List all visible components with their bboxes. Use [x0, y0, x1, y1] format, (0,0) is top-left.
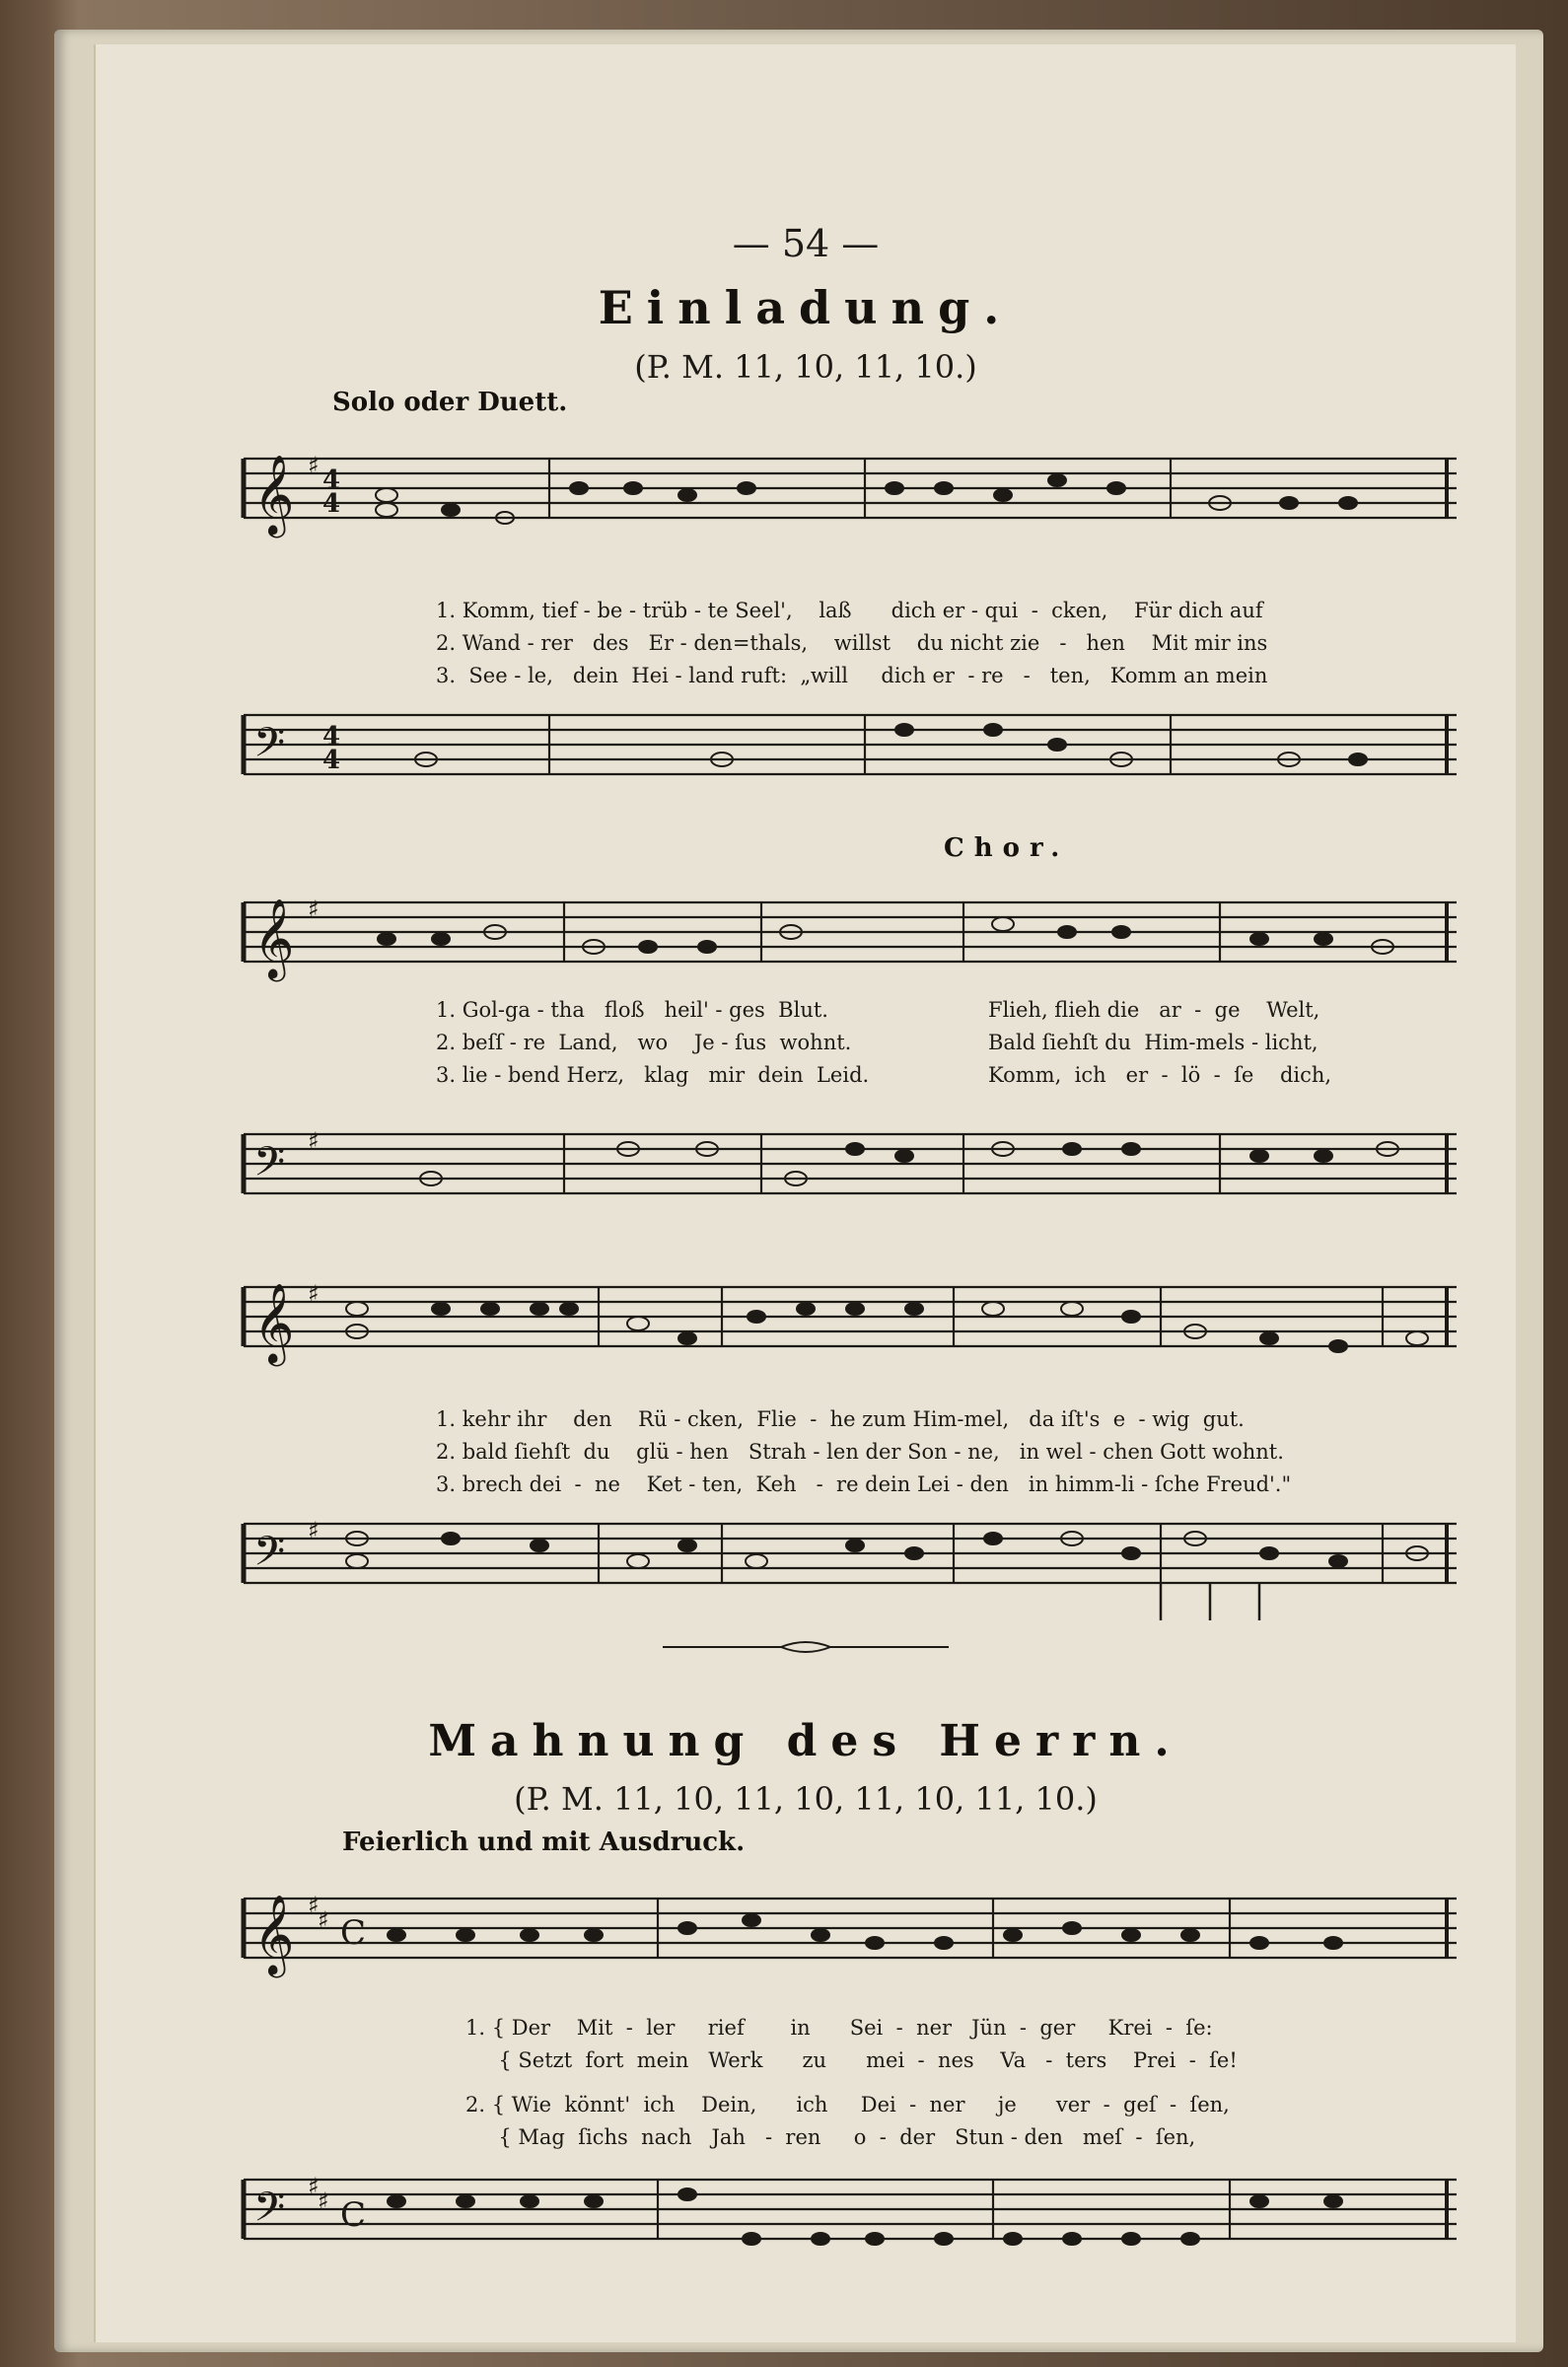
lyric-line: 2. { Wie könnt' ich Dein, ich Dei - ner je ver - geſ - ſen,: [465, 2093, 1230, 2116]
svg-text:♯: ♯: [308, 452, 320, 479]
svg-text:4: 4: [322, 466, 341, 495]
book-page: [94, 44, 1516, 2342]
treble-staff-system-1: [224, 419, 1476, 592]
ornament-divider: [663, 1637, 949, 1657]
song-title: Einladung.: [598, 281, 1014, 334]
lyric-line: 2. bald ſiehſt du glü - hen Strah - len der Son - ne, in wel - chen Gott wohnt.: [436, 1440, 1284, 1464]
chorus-label: Chor.: [944, 833, 1070, 863]
bass-staff-system-3: [224, 1494, 1476, 1622]
tempo-marking: Feierlich und mit Ausdruck.: [342, 1828, 746, 1857]
lyric-line: 1. Komm, tief - be - trüb - te Seel', laß dich er - qui - cken, Für dich auf: [436, 599, 1263, 622]
svg-text:𝄢: 𝄢: [253, 1138, 286, 1195]
lyrics-system-2-left: [436, 994, 869, 1092]
lyric-line: 3. lie - bend Herz, klag mir dein Leid.: [436, 1063, 870, 1087]
svg-text:𝄢: 𝄢: [253, 1528, 286, 1585]
song-title: Mahnung des Herrn.: [428, 1716, 1183, 1766]
lyric-line: Bald ſiehſt du Him-mels - licht,: [988, 1031, 1319, 1054]
svg-text:𝄢: 𝄢: [253, 2184, 286, 2241]
svg-text:C: C: [340, 2195, 367, 2235]
svg-text:𝄞: 𝄞: [253, 1894, 295, 1974]
treble-staff-system-3: [224, 1248, 1476, 1405]
lyric-line: 3. See - le, dein Hei - land ruft: „will dich er - re - ten, Komm an mein: [436, 664, 1268, 687]
treble-staff-song-2: [224, 1859, 1476, 2007]
svg-text:4: 4: [322, 746, 341, 775]
bass-staff-system-2: [224, 1105, 1476, 1223]
svg-text:♯: ♯: [308, 2173, 320, 2200]
lyric-line: Flieh, flieh die ar - ge Welt,: [988, 998, 1320, 1022]
svg-text:♯: ♯: [318, 1906, 329, 1934]
svg-text:♯: ♯: [308, 1127, 320, 1155]
svg-text:C: C: [340, 1913, 367, 1953]
svg-text:4: 4: [322, 489, 341, 519]
lyrics-system-2-right: [988, 994, 1331, 1092]
lyric-line: 1. { Der Mit - ler rief in Sei - ner Jün - ger Krei - ſe:: [465, 2016, 1213, 2040]
lyric-line: 2. beſſ - re Land, wo Je - ſus wohnt.: [436, 1031, 852, 1054]
lyric-line: { Setzt fort mein Werk zu mei - nes Va - ters Prei - ſe!: [465, 2048, 1238, 2072]
svg-text:𝄢: 𝄢: [253, 719, 286, 776]
svg-text:𝄞: 𝄞: [253, 454, 295, 535]
lyric-line: Komm, ich er - lö - ſe dich,: [988, 1063, 1332, 1087]
svg-text:𝄞: 𝄞: [253, 897, 295, 978]
tempo-marking: Solo oder Duett.: [332, 388, 568, 417]
bass-staff-song-2: [224, 2155, 1476, 2263]
svg-text:♯: ♯: [308, 1517, 320, 1544]
svg-text:𝄞: 𝄞: [253, 1282, 295, 1363]
lyric-line: 1. kehr ihr den Rü - cken, Flie - he zum Him-mel, da iſt's e - wig gut.: [436, 1407, 1245, 1431]
lyrics-system-3: [436, 1403, 1291, 1501]
lyric-line: 2. Wand - rer des Er - den=thals, willst du nicht zie - hen Mit mir ins: [436, 631, 1268, 655]
svg-text:4: 4: [322, 722, 341, 752]
svg-text:♯: ♯: [308, 896, 320, 923]
svg-text:♯: ♯: [308, 1892, 320, 1919]
page-number: — 54 —: [732, 222, 880, 265]
song-meter: (P. M. 11, 10, 11, 10, 11, 10, 11, 10.): [514, 1780, 1098, 1818]
lyric-line: 1. Gol-ga - tha floß heil' - ges Blut.: [436, 998, 828, 1022]
lyric-line: 3. brech dei - ne Ket - ten, Keh - re dein Lei - den in himm-li - ſche Freud'.": [436, 1472, 1292, 1496]
bass-staff-system-1: [224, 685, 1476, 804]
song-meter: (P. M. 11, 10, 11, 10.): [634, 348, 977, 386]
svg-text:♯: ♯: [318, 2188, 329, 2215]
lyric-line: { Mag ſichs nach Jah - ren o - der Stun - den meſ - ſen,: [465, 2125, 1196, 2149]
lyrics-song-2: [465, 2012, 1238, 2154]
svg-text:♯: ♯: [308, 1280, 320, 1308]
lyrics-system-1: [436, 595, 1267, 692]
